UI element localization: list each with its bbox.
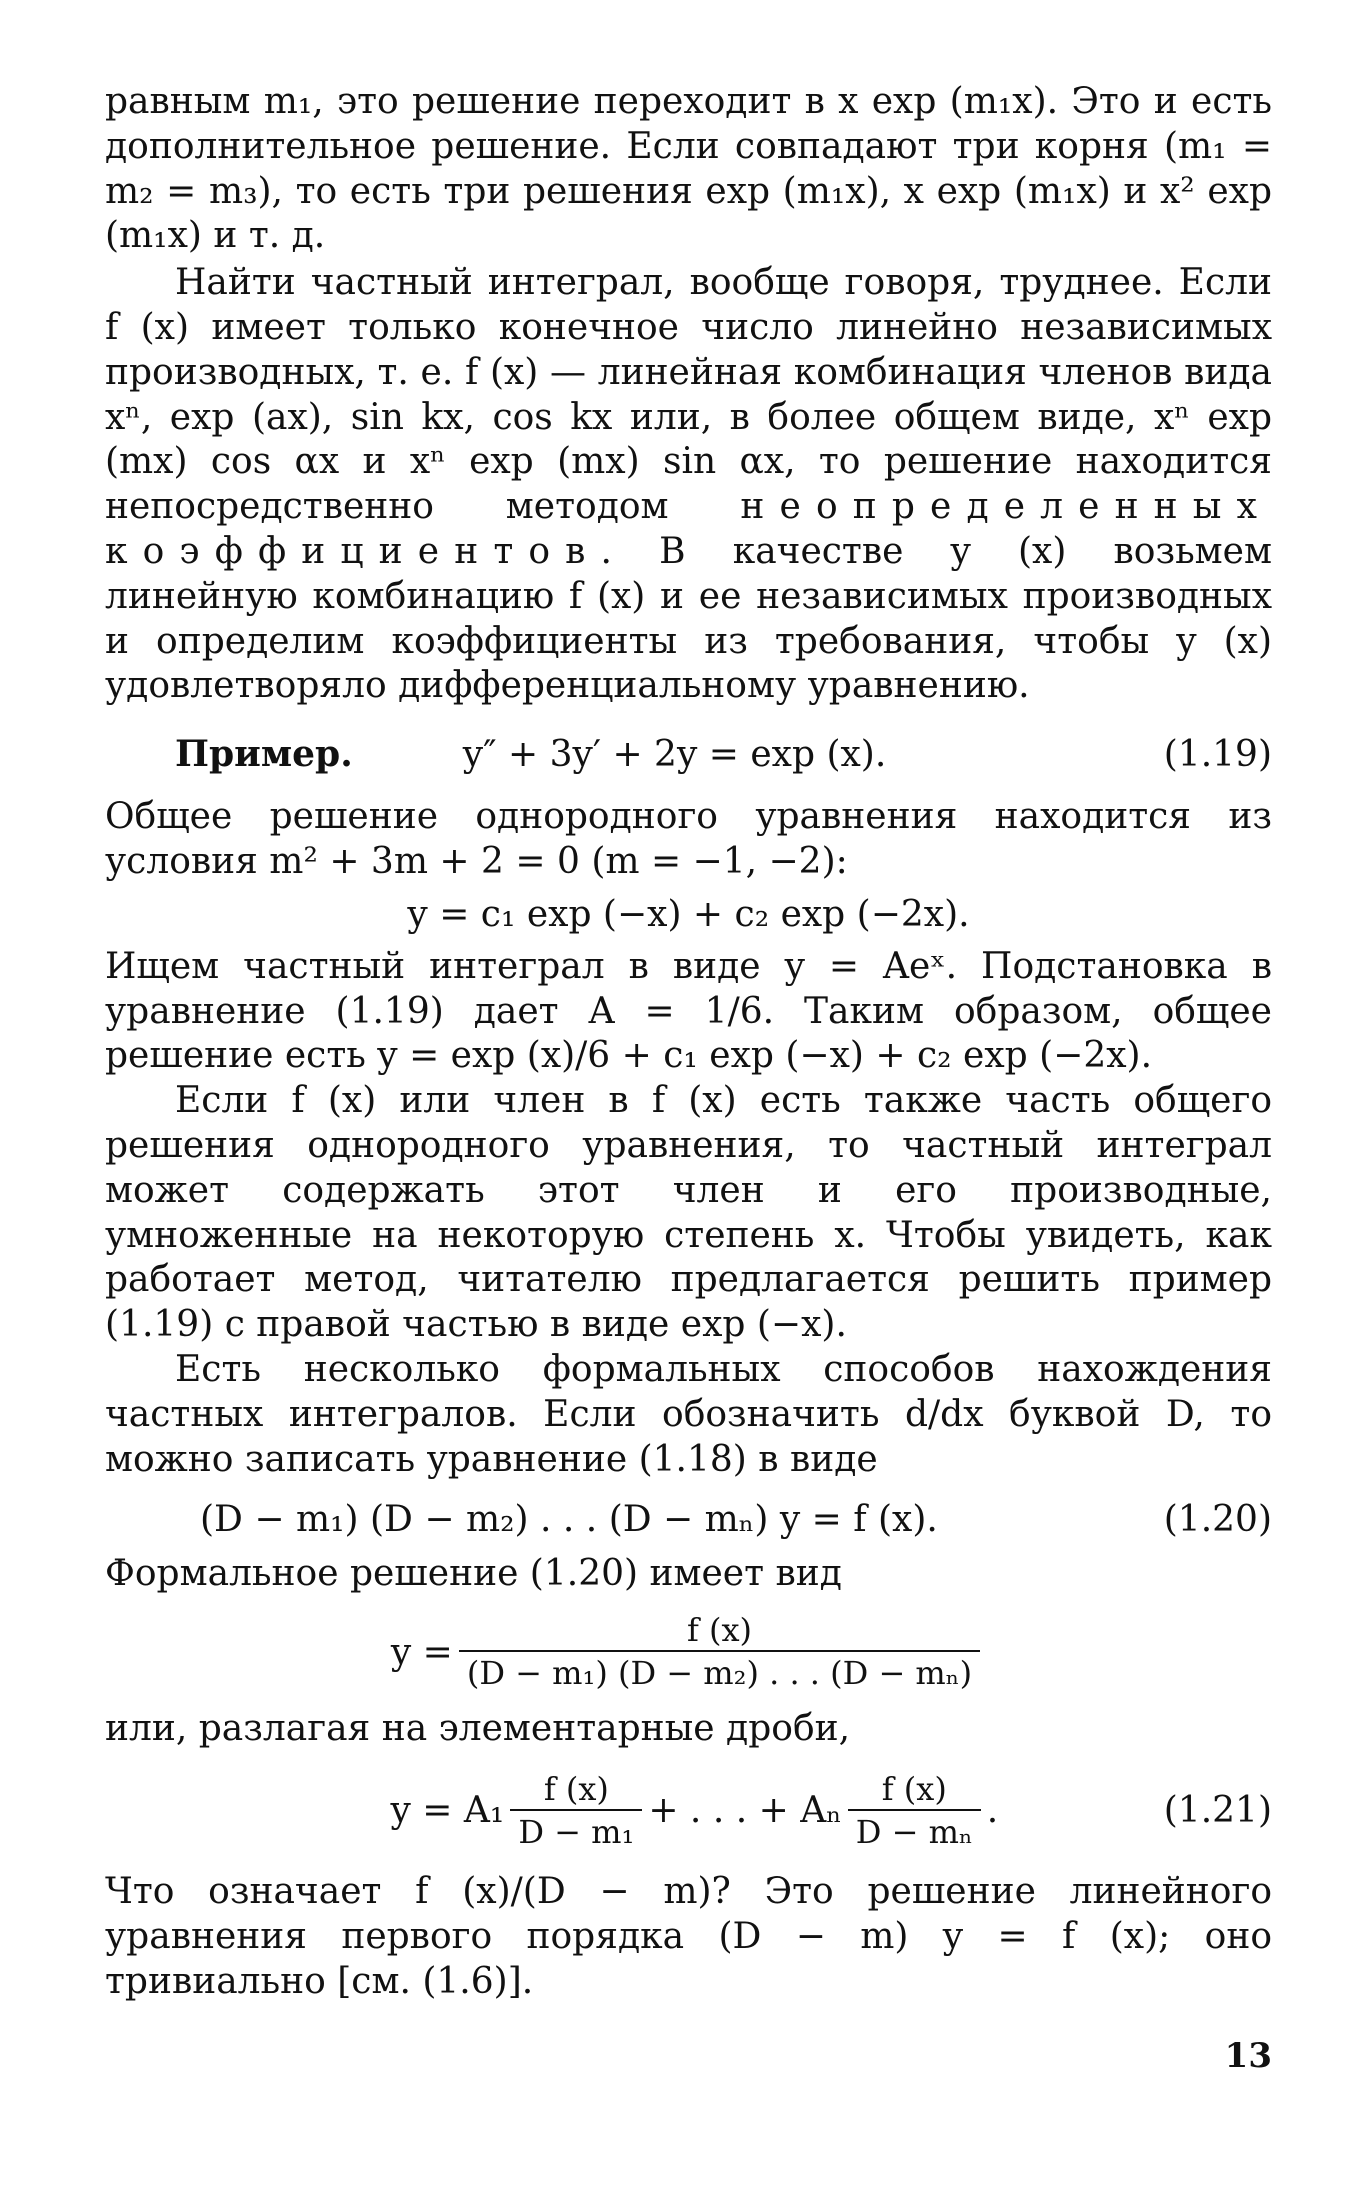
equation-1-20-number: (1.20) xyxy=(1163,1498,1272,1540)
equation-1-21-end: . xyxy=(986,1790,999,1832)
equation-1-21-number: (1.21) xyxy=(1163,1790,1272,1832)
equation-1-20-body: (D − m₁) (D − m₂) . . . (D − mₙ) y = f (x). xyxy=(200,1498,938,1540)
equation-1-21-fraction-1 xyxy=(510,1771,642,1851)
equation-1-19 xyxy=(105,721,1272,787)
paragraph-3: Общее решение однородного уравнения находится из условия m² + 3m + 2 = 0 (m = −1, −2): xyxy=(105,796,1272,882)
equation-1-19-body: y″ + 3y′ + 2y = exp (x). xyxy=(462,733,887,775)
paragraph-9: Что означает f (x)/(D − m)? Это решение линейного уравнения первого порядка (D − m) y = f (x); оно тривиально [см. (1.6)]. xyxy=(105,1870,1272,2002)
text-column xyxy=(105,80,1272,2004)
equation-1-20 xyxy=(105,1486,1272,1552)
formal-solution-numerator: f (x) xyxy=(686,1611,752,1650)
formal-solution-denominator: (D − m₁) (D − m₂) . . . (D − mₙ) xyxy=(459,1650,980,1692)
equation-1-21 xyxy=(105,1752,1272,1870)
paragraph-8: или, разлагая на элементарные дроби, xyxy=(105,1708,851,1750)
paragraph-5: Если f (x) или член в f (x) есть также часть общего решения однородного уравнения, то частный интеграл может содержать этот член и его производные, умноженные на некоторую степень x. Чтобы увидеть, как работает метод, читателю предлагается решить пример (1.19) с правой частью в виде exp (−x). xyxy=(105,1080,1272,1346)
formal-solution-equation xyxy=(105,1597,1272,1707)
equation-1-21-fraction-2 xyxy=(848,1771,981,1851)
fraction-2-denominator: D − mₙ xyxy=(848,1809,981,1851)
paragraph-4: Ищем частный интеграл в виде y = Aeˣ. Подстановка в уравнение (1.19) дает A = 1/6. Таким образом, общее решение есть y = exp (x)/6 + c₁ exp (−x) + c₂ exp (−2x). xyxy=(105,945,1272,1077)
emphasis-undetermined-coefficients: неопределенных коэффициентов xyxy=(105,486,1272,572)
example-label: Пример. xyxy=(175,733,353,776)
general-solution-equation xyxy=(105,885,1272,945)
paragraph-7: Формальное решение (1.20) имеет вид xyxy=(105,1553,842,1595)
equation-1-19-number: (1.19) xyxy=(1163,733,1272,775)
paragraph-6: Есть несколько формальных способов нахождения частных интегралов. Если обозначить d/dx буквой D, то можно записать уравнение (1.18) в виде xyxy=(105,1348,1272,1480)
paragraph-1: равным m₁, это решение переходит в x exp (m₁x). Это и есть дополнительное решение. Если совпадают три корня (m₁ = m₂ = m₃), то есть три решения exp (m₁x), x exp (m₁x) и x² exp (m₁x) и т. д. xyxy=(105,81,1272,257)
fraction-1-numerator: f (x) xyxy=(543,1769,609,1808)
paragraph-2-text-a: Найти частный интеграл, вообще говоря, труднее. Если f (x) имеет только конечное число линейно независимых производных, т. е. f (x) — линейная комбинация членов вида xⁿ, exp (ax), sin kx, cos kx или, в более общем виде, xⁿ exp (mx) cos αx и xⁿ exp (mx) sin αx, то решение находится непосредственно методом xyxy=(105,262,1272,528)
paragraph-2-text-c: . В качестве y (x) возьмем линейную комбинацию f (x) и ее независимых производных и определим коэффициенты из требования, чтобы y (x) удовлетворяло дифференциальному уравнению. xyxy=(105,530,1272,707)
equation-1-21-body xyxy=(105,1771,1164,1851)
page-number: 13 xyxy=(1224,2036,1272,2076)
formal-solution-fraction xyxy=(459,1612,980,1692)
formal-solution-lhs: y = xyxy=(390,1631,453,1673)
equation-1-21-middle: + . . . + Aₙ xyxy=(648,1790,842,1832)
fraction-1-denominator: D − m₁ xyxy=(510,1809,642,1851)
general-solution-body: y = c₁ exp (−x) + c₂ exp (−2x). xyxy=(407,894,970,936)
equation-1-21-lhs: y = A₁ xyxy=(390,1790,505,1832)
paragraph-2 xyxy=(105,261,1272,709)
fraction-2-numerator: f (x) xyxy=(881,1769,947,1808)
